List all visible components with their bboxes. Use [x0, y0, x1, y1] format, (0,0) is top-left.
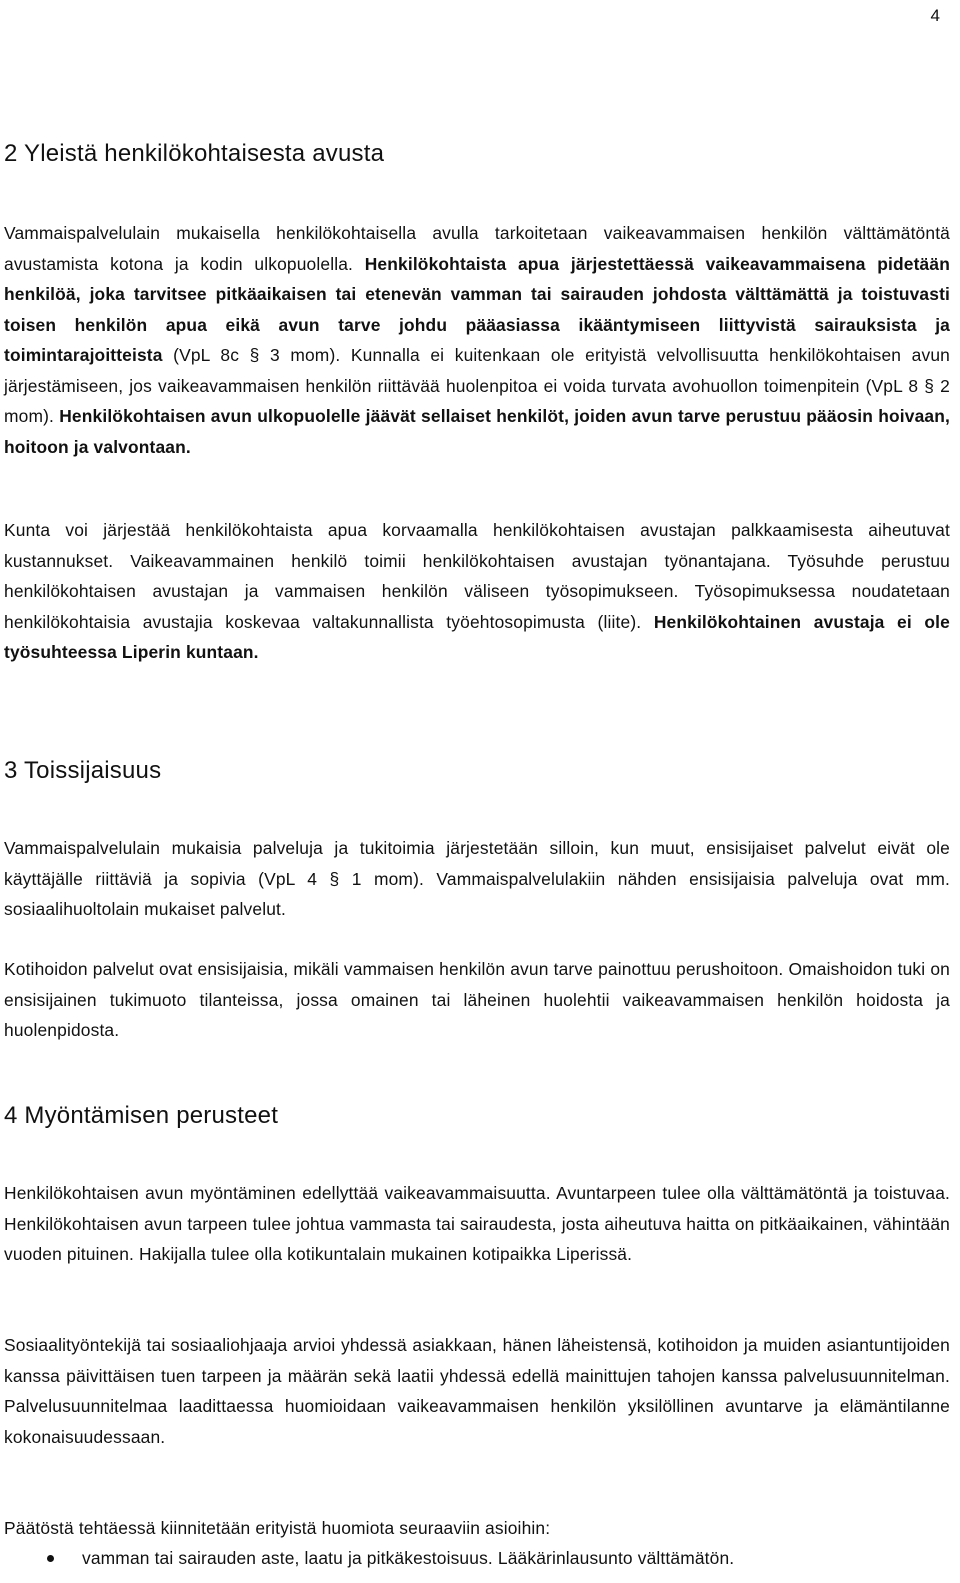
- paragraph-text: Vammaispalvelulain mukaisella henkilökohtaisella avulla tarkoitetaan vaikeavammaisen henkilön välttämätöntä avustamista kotona ja kodin ulkopuolella.: [4, 223, 950, 274]
- bullet-icon: [47, 1555, 54, 1562]
- section-4-heading: 4 Myöntämisen perusteet: [4, 1102, 279, 1129]
- section-2-paragraph-1: [4, 218, 950, 462]
- paragraph-text: Kunta voi järjestää henkilökohtaista apua korvaamalla henkilökohtaisen avustajan palkkaamisesta aiheutuvat kustannukset. Vaikeavammainen henkilö toimii henkilökohtaisen avustajan työnantajana. Työsuhde perustuu henkilökohtaisen avustajan ja vammaisen henkilön väliseen työsopimukseen. Työsopimuksessa noudatetaan henkilökohtaisia avustajia koskevaa valtakunnallista työehtosopimusta (liite).: [4, 520, 950, 632]
- paragraph-bold-text: Henkilökohtainen avustaja ei ole työsuhteessa Liperin kuntaan.: [4, 611, 950, 662]
- paragraph-text: (VpL 8c § 3 mom). Kunnalla ei kuitenkaan ole erityistä velvollisuutta henkilökohtaisen avun järjestämiseen, jos vaikeavammaisen henkilön riittävää huolenpitoa ei voida turvata avohuollon toimenpitein (VpL 8 § 2 mom).: [4, 345, 950, 426]
- section-2-heading: 2 Yleistä henkilökohtaisesta avusta: [4, 140, 385, 167]
- section-4-paragraph-2: Sosiaalityöntekijä tai sosiaaliohjaaja arvioi yhdessä asiakkaan, hänen läheistensä, kotihoidon ja muiden asiantuntijoiden kanssa päivittäisen tuen tarpeen ja määrän sekä laatii yhdessä edellä mainittujen tahojen kanssa palvelusuunnitelman. Palvelusuunnitelmaa laadittaessa huomioidaan vaikeavammaisen henkilön yksilöllinen avuntarve ja elämäntilanne kokonaisuudessaan.: [4, 1335, 950, 1447]
- section-3-paragraph-2: Kotihoidon palvelut ovat ensisijaisia, mikäli vammaisen henkilön avun tarve painottuu perushoitoon. Omaishoidon tuki on ensisijainen tukimuoto tilanteissa, jossa omainen tai läheinen huolehtii vaikeavammaisen henkilön hoidosta ja huolenpidosta.: [4, 959, 950, 1040]
- page-number: 4: [930, 6, 940, 25]
- section-4-paragraph-3: Päätöstä tehtäessä kiinnitetään erityistä huomiota seuraaviin asioihin:: [4, 1518, 551, 1538]
- list-item: [4, 1543, 950, 1574]
- section-3-heading: 3 Toissijaisuus: [4, 757, 162, 784]
- list-item-text: vamman tai sairauden aste, laatu ja pitkäkestoisuus. Lääkärinlausunto välttämätön.: [82, 1548, 735, 1568]
- section-3-paragraph-1: Vammaispalvelulain mukaisia palveluja ja tukitoimia järjestetään silloin, kun muut, ensisijaiset palvelut eivät ole käyttäjälle riittäviä ja sopivia (VpL 4 § 1 mom). Vammaispalvelulakiin nähden ensisijaisia palveluja ovat mm. sosiaalihuoltolain mukaiset palvelut.: [4, 838, 950, 919]
- criteria-list: [4, 1543, 950, 1574]
- section-2-paragraph-2: [4, 515, 950, 668]
- paragraph-bold-text: Henkilökohtaista apua järjestettäessä vaikeavammaisena pidetään henkilöä, joka tarvitsee pitkäaikaisen tai etenevän vamman tai sairauden johdosta välttämättä ja toistuvasti toisen henkilön apua eikä avun tarve johdu pääasiassa ikääntymiseen liittyvistä sairauksista ja toimintarajoitteista: [4, 253, 950, 365]
- section-4-paragraph-1: Henkilökohtaisen avun myöntäminen edellyttää vaikeavammaisuutta. Avuntarpeen tulee olla välttämätöntä ja toistuvaa. Henkilökohtaisen avun tarpeen tulee johtua vammasta tai sairaudesta, josta aiheutuva haitta on pitkäaikainen, vähintään vuoden pituinen. Hakijalla tulee olla kotikuntalain mukainen kotipaikka Liperissä.: [4, 1183, 950, 1264]
- paragraph-bold-text: Henkilökohtaisen avun ulkopuolelle jäävät sellaiset henkilöt, joiden avun tarve perustuu pääosin hoivaan, hoitoon ja valvontaan.: [4, 406, 950, 457]
